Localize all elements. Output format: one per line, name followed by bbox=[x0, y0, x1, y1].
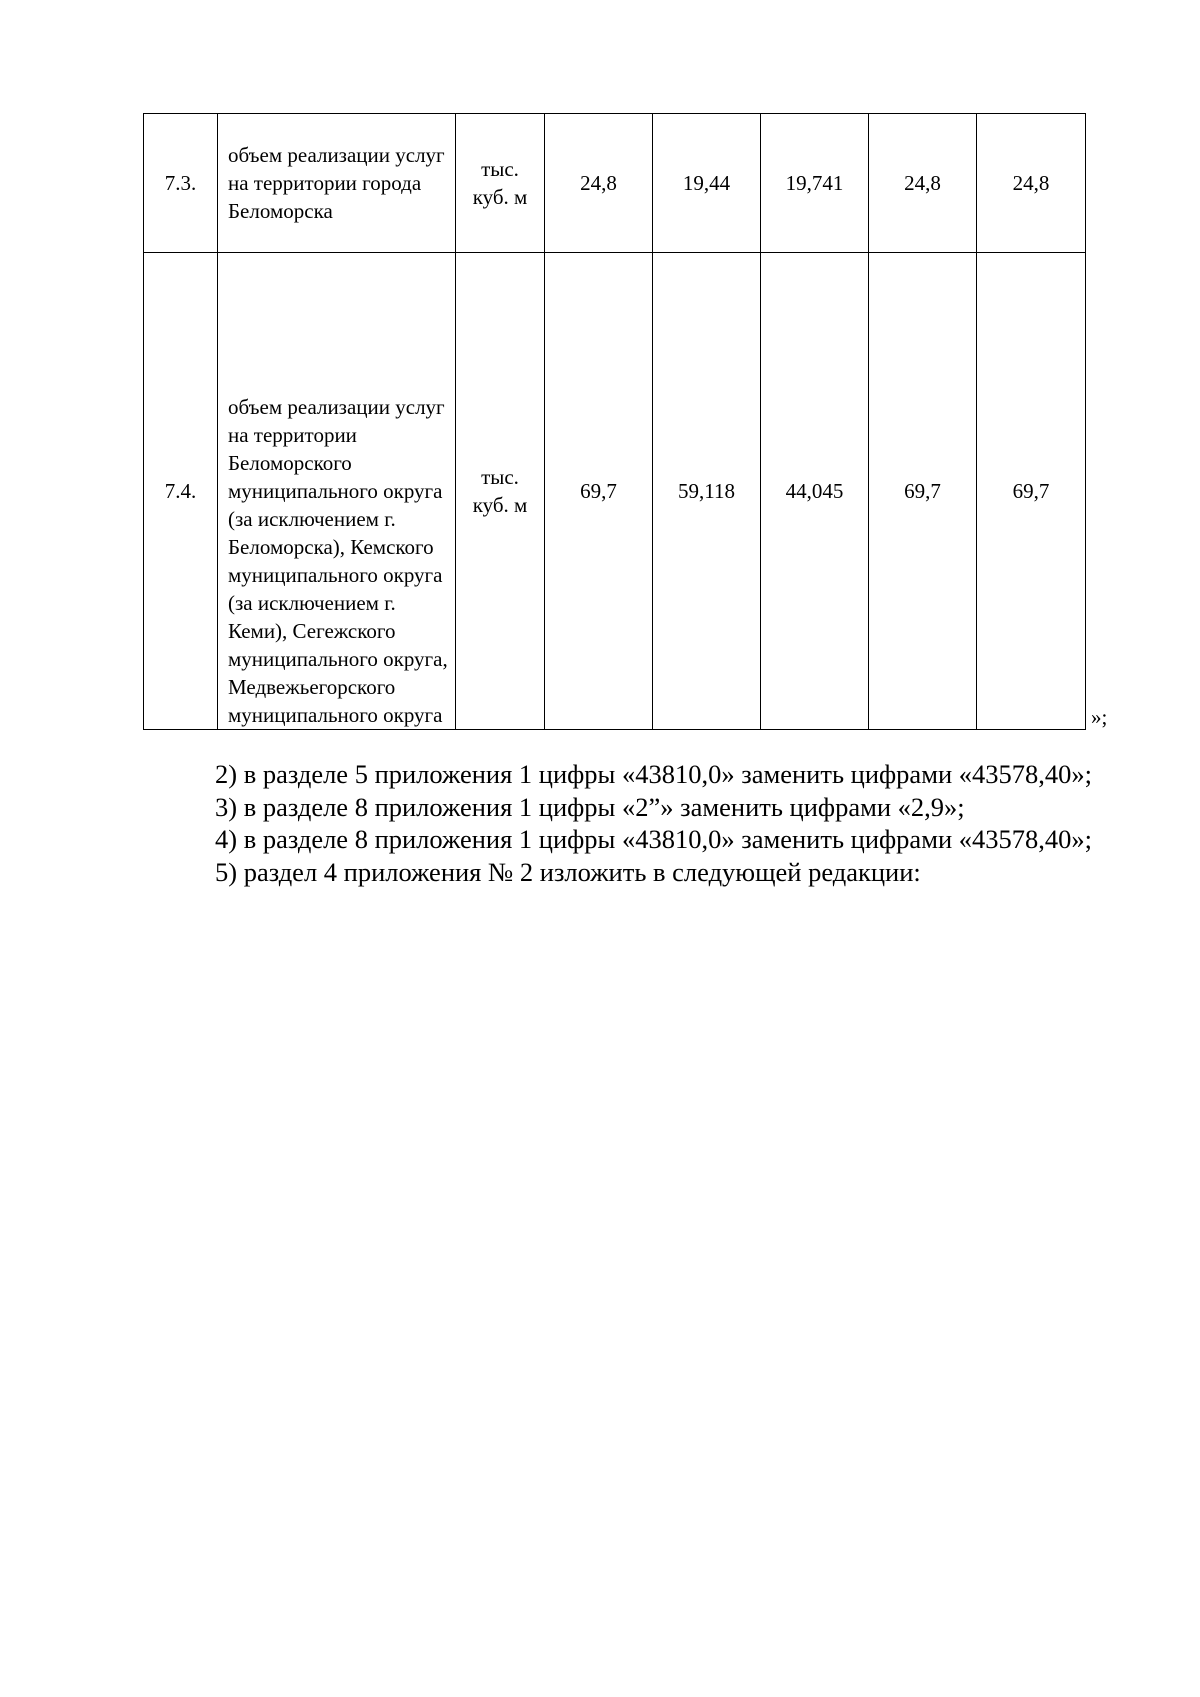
row-unit bbox=[456, 253, 545, 730]
unit-line: тыс. bbox=[481, 157, 519, 181]
row-number: 7.4. bbox=[144, 253, 218, 730]
value-cell: 24,8 bbox=[977, 114, 1086, 253]
amendment-paragraph: 3) в разделе 8 приложения 1 цифры «2”» заменить цифрами «2,9»; bbox=[215, 791, 965, 822]
row-number: 7.3. bbox=[144, 114, 218, 253]
value-cell: 24,8 bbox=[869, 114, 977, 253]
value-cell: 44,045 bbox=[761, 253, 869, 730]
value-cell: 19,741 bbox=[761, 114, 869, 253]
row-indicator-name: объем реализации услуг на территории Беломорского муниципального округа (за исключением г. Беломорска), Кемского муниципального округа (за исключением г. Кеми), Сегежского муниципального округа, Медвежьегорского муниципального округа bbox=[218, 253, 456, 730]
value-cell: 69,7 bbox=[545, 253, 653, 730]
table-closing-quote: »; bbox=[1091, 705, 1108, 729]
amendment-paragraph: 4) в разделе 8 приложения 1 цифры «43810,0» заменить цифрами «43578,40»; bbox=[215, 824, 1093, 854]
value-cell: 69,7 bbox=[869, 253, 977, 730]
row-indicator-name: объем реализации услуг на территории города Беломорска bbox=[218, 114, 456, 253]
value-cell: 69,7 bbox=[977, 253, 1086, 730]
row-unit bbox=[456, 114, 545, 253]
amendment-paragraph: 5) раздел 4 приложения № 2 изложить в следующей редакции: bbox=[215, 856, 921, 887]
table-row bbox=[144, 253, 1086, 730]
unit-line: куб. м bbox=[472, 493, 528, 517]
amendment-text bbox=[143, 758, 1114, 888]
table-row bbox=[144, 114, 1086, 253]
value-cell: 59,118 bbox=[653, 253, 761, 730]
amendment-table bbox=[143, 113, 1086, 730]
value-cell: 24,8 bbox=[545, 114, 653, 253]
unit-line: куб. м bbox=[472, 185, 528, 209]
value-cell: 19,44 bbox=[653, 114, 761, 253]
amendment-paragraph: 2) в разделе 5 приложения 1 цифры «43810,0» заменить цифрами «43578,40»; bbox=[215, 759, 1093, 789]
unit-line: тыс. bbox=[481, 465, 519, 489]
